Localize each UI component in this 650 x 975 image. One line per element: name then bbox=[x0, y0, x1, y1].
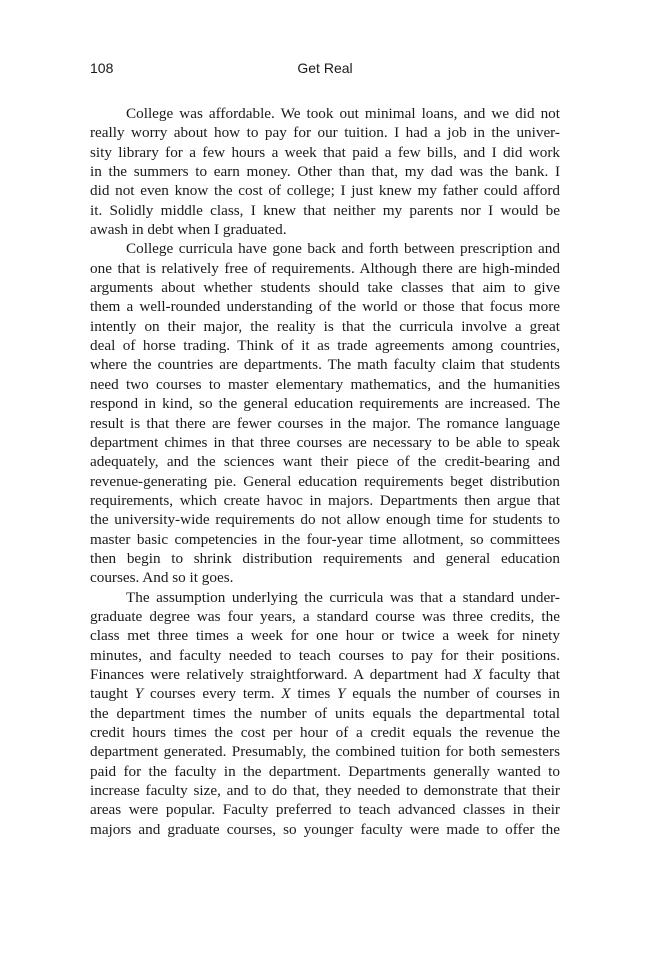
text-line: in the summers to earn money. Other than that, my dad was the bank. I bbox=[90, 163, 560, 181]
text-line: intently on their major, the reality is that the curricula involve a great bbox=[90, 317, 560, 335]
running-head: Get Real bbox=[297, 60, 353, 76]
text-line: master basic competencies in the four-year time allotment, so committees bbox=[90, 530, 560, 548]
text-line: increase faculty size, and to do that, they needed to demonstrate that their bbox=[90, 782, 560, 800]
text-line: minutes, and faculty needed to teach courses to pay for their positions. bbox=[90, 646, 560, 664]
text-line: The assumption underlying the curricula was that a standard under- bbox=[126, 588, 560, 606]
text-line: one that is relatively free of requirements. Although there are high-minded bbox=[90, 259, 560, 277]
text-line: it. Solidly middle class, I knew that neither my parents nor I would be bbox=[90, 201, 560, 219]
text-line: awash in debt when I graduated. bbox=[90, 221, 287, 239]
text-line: areas were popular. Faculty preferred to teach advanced classes in their bbox=[90, 801, 560, 819]
text-line: them a well-rounded understanding of the world or those that focus more bbox=[90, 298, 560, 316]
text-line: class met three times a week for one hour or twice a week for ninety bbox=[90, 627, 560, 645]
text-line: taught Y courses every term. X times Y equals the number of courses in bbox=[90, 685, 560, 703]
text-line: really worry about how to pay for our tuition. I had a job in the univer- bbox=[90, 124, 560, 142]
text-line: revenue-generating pie. General education requirements beget distribution bbox=[90, 472, 560, 490]
text-line: credit hours times the cost per hour of a credit equals the revenue the bbox=[90, 724, 560, 741]
text-line: courses. And so it goes. bbox=[90, 569, 234, 587]
paragraph bbox=[90, 588, 560, 839]
paragraph bbox=[90, 239, 560, 587]
text-line: then begin to shrink distribution requirements and general education bbox=[90, 549, 560, 567]
text-line: majors and graduate courses, so younger faculty were made to offer the bbox=[90, 820, 560, 838]
page-header bbox=[90, 60, 560, 82]
text-line: arguments about whether students should take classes that aim to give bbox=[90, 279, 560, 297]
text-line: did not even know the cost of college; I just knew my father could afford bbox=[90, 182, 560, 200]
text-line: sity library for a few hours a week that paid a few bills, and I did work bbox=[90, 143, 560, 161]
text-line: department generated. Presumably, the combined tuition for both semesters bbox=[90, 743, 560, 761]
text-line: graduate degree was four years, a standard course was three credits, the bbox=[90, 607, 560, 625]
text-line: the university-wide requirements do not allow enough time for students to bbox=[90, 511, 560, 529]
text-line: result is that there are fewer courses in the major. The romance language bbox=[90, 414, 560, 432]
text-line: need two courses to master elementary mathematics, and the humanities bbox=[90, 375, 560, 393]
text-line: College curricula have gone back and forth between prescription and bbox=[126, 240, 560, 258]
text-line: adequately, and the sciences want their piece of the credit-bearing and bbox=[90, 453, 560, 471]
text-line: the department times the number of units equals the departmental total bbox=[90, 704, 560, 722]
text-line: where the countries are departments. The math faculty claim that students bbox=[90, 356, 560, 374]
text-line: deal of horse trading. Think of it as trade agreements among countries, bbox=[90, 337, 560, 355]
page-number: 108 bbox=[90, 60, 114, 76]
paragraph bbox=[90, 104, 560, 239]
text-line: Finances were relatively straightforward. A department had X faculty that bbox=[90, 665, 560, 683]
text-line: College was affordable. We took out minimal loans, and we did not bbox=[126, 105, 560, 122]
text-line: department chimes in that three courses are necessary to be able to speak bbox=[90, 433, 560, 451]
text-line: requirements, which create havoc in majors. Departments then argue that bbox=[90, 491, 560, 509]
body-text bbox=[90, 104, 560, 839]
text-line: paid for the faculty in the department. Departments generally wanted to bbox=[90, 762, 560, 780]
text-line: respond in kind, so the general education requirements are increased. The bbox=[90, 395, 560, 413]
